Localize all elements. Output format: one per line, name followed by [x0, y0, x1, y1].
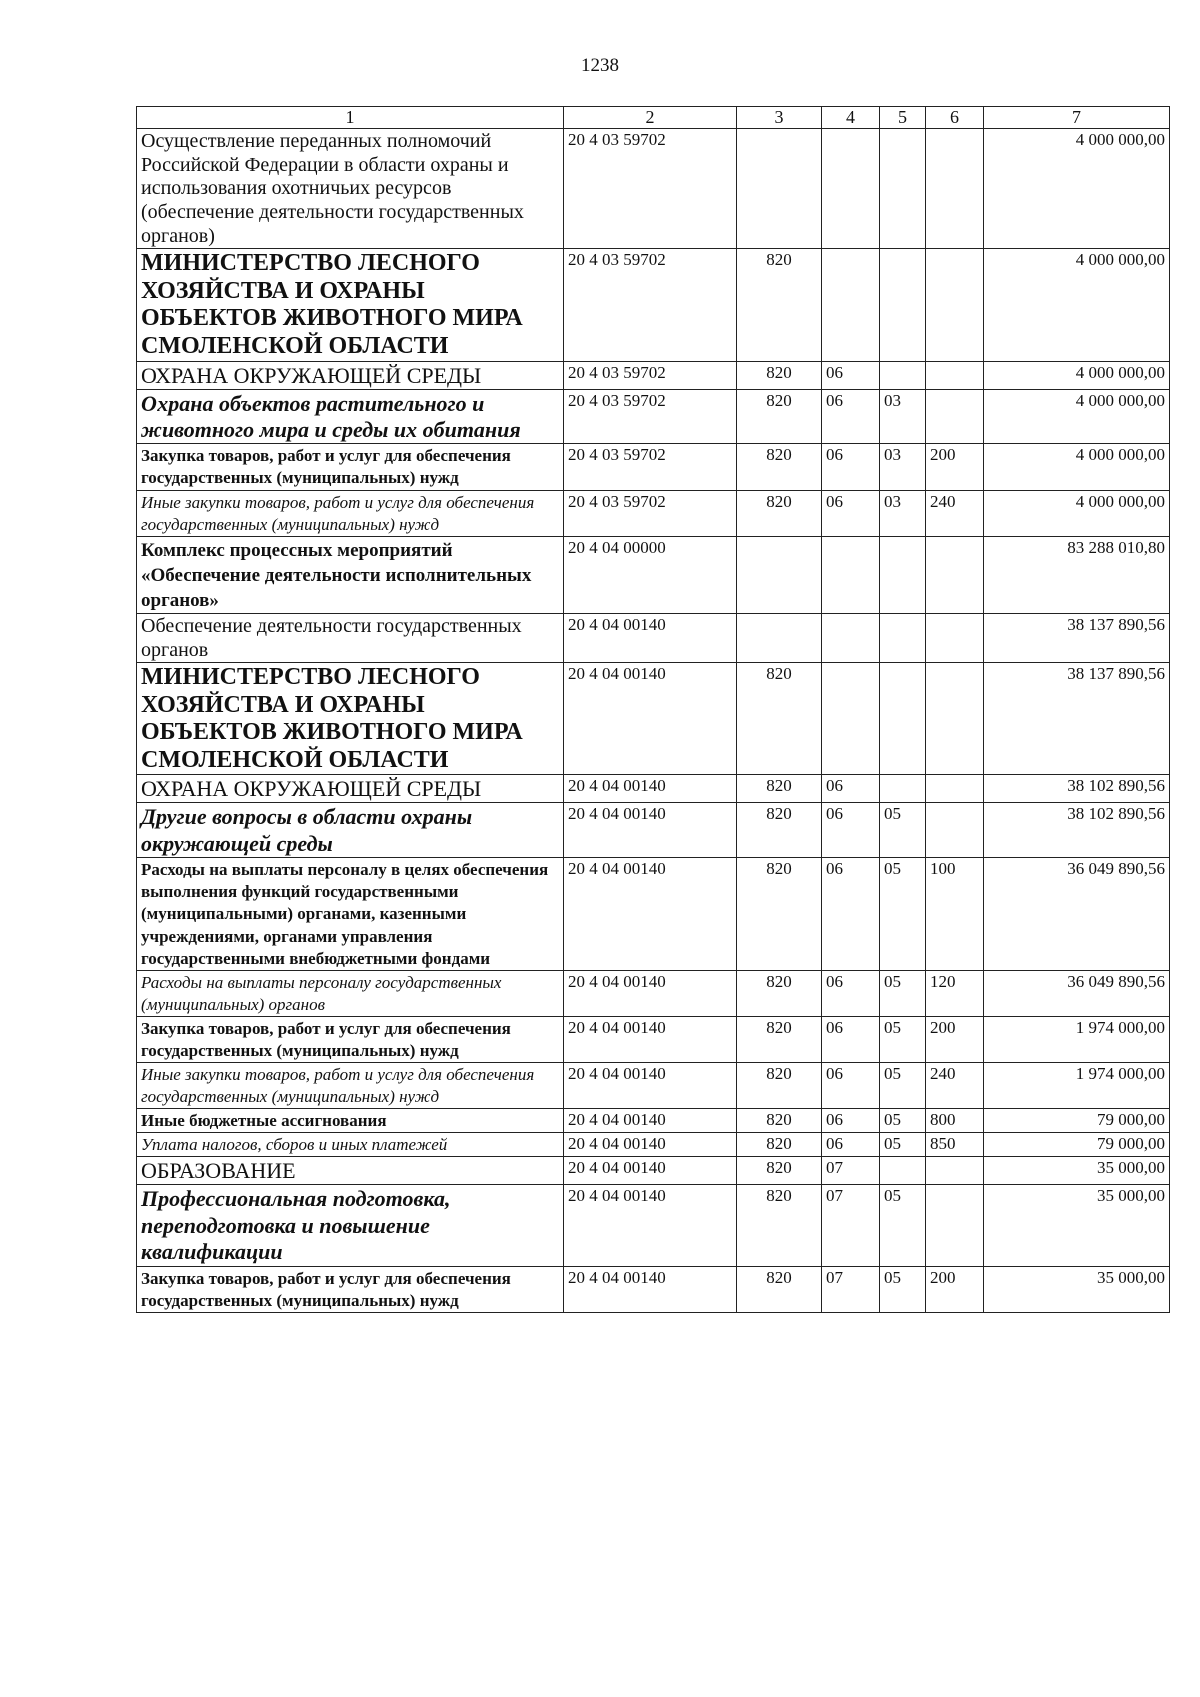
row-name-cell: Закупка товаров, работ и услуг для обеспечения государственных (муниципальных) нужд: [137, 1016, 564, 1062]
table-row: [137, 1266, 1170, 1312]
expense-type-code-cell: 800: [926, 1109, 984, 1133]
subsection-code-cell: [880, 663, 926, 775]
amount-cell: 4 000 000,00: [984, 444, 1170, 490]
section-code-cell: 06: [822, 1063, 880, 1109]
column-header: 6: [926, 107, 984, 129]
ministry-code-cell: [737, 129, 822, 249]
amount-cell: 79 000,00: [984, 1133, 1170, 1157]
table-row: [137, 1063, 1170, 1109]
table-row: [137, 129, 1170, 249]
expense-type-code-cell: [926, 1185, 984, 1266]
budget-table: [136, 106, 1170, 1313]
subsection-code-cell: [880, 249, 926, 361]
subsection-code-cell: 05: [880, 1109, 926, 1133]
row-name-cell: ОХРАНА ОКРУЖАЮЩЕЙ СРЕДЫ: [137, 361, 564, 389]
target-article-code-cell: 20 4 04 00140: [564, 775, 737, 803]
section-code-cell: 07: [822, 1185, 880, 1266]
amount-cell: 38 137 890,56: [984, 613, 1170, 662]
target-article-code-cell: 20 4 04 00140: [564, 803, 737, 858]
subsection-code-cell: [880, 775, 926, 803]
ministry-code-cell: [737, 613, 822, 662]
row-name-cell: Иные бюджетные ассигнования: [137, 1109, 564, 1133]
target-article-code-cell: 20 4 04 00140: [564, 613, 737, 662]
expense-type-code-cell: [926, 536, 984, 613]
table-row: [137, 970, 1170, 1016]
table-row: [137, 1109, 1170, 1133]
table-row: [137, 803, 1170, 858]
ministry-code-cell: 820: [737, 249, 822, 361]
table-row: [137, 490, 1170, 536]
row-name-cell: Расходы на выплаты персоналу государственных (муниципальных) органов: [137, 970, 564, 1016]
subsection-code-cell: 05: [880, 970, 926, 1016]
table-row: [137, 389, 1170, 444]
row-name-cell: Иные закупки товаров, работ и услуг для обеспечения государственных (муниципальных) нужд: [137, 1063, 564, 1109]
target-article-code-cell: 20 4 03 59702: [564, 444, 737, 490]
ministry-code-cell: 820: [737, 1133, 822, 1157]
target-article-code-cell: 20 4 03 59702: [564, 490, 737, 536]
table-row: [137, 775, 1170, 803]
ministry-code-cell: 820: [737, 1185, 822, 1266]
ministry-code-cell: 820: [737, 444, 822, 490]
section-code-cell: [822, 663, 880, 775]
ministry-code-cell: 820: [737, 389, 822, 444]
expense-type-code-cell: [926, 361, 984, 389]
expense-type-code-cell: [926, 663, 984, 775]
row-name-cell: МИНИСТЕРСТВО ЛЕСНОГО ХОЗЯЙСТВА И ОХРАНЫ ОБЪЕКТОВ ЖИВОТНОГО МИРА СМОЛЕНСКОЙ ОБЛАСТИ: [137, 663, 564, 775]
section-code-cell: 07: [822, 1266, 880, 1312]
amount-cell: 38 102 890,56: [984, 803, 1170, 858]
row-name-cell: Закупка товаров, работ и услуг для обеспечения государственных (муниципальных) нужд: [137, 1266, 564, 1312]
subsection-code-cell: 05: [880, 1133, 926, 1157]
row-name-cell: Осуществление переданных полномочий Российской Федерации в области охраны и использования охотничьих ресурсов (обеспечение деятельности государственных органов): [137, 129, 564, 249]
section-code-cell: 06: [822, 803, 880, 858]
table-row: [137, 444, 1170, 490]
target-article-code-cell: 20 4 04 00140: [564, 1109, 737, 1133]
table-row: [137, 361, 1170, 389]
subsection-code-cell: 03: [880, 490, 926, 536]
subsection-code-cell: 05: [880, 858, 926, 970]
ministry-code-cell: 820: [737, 858, 822, 970]
expense-type-code-cell: [926, 775, 984, 803]
section-code-cell: 06: [822, 389, 880, 444]
column-header: 7: [984, 107, 1170, 129]
section-code-cell: 06: [822, 1109, 880, 1133]
row-name-cell: Охрана объектов растительного и животного мира и среды их обитания: [137, 389, 564, 444]
expense-type-code-cell: [926, 1157, 984, 1185]
target-article-code-cell: 20 4 03 59702: [564, 129, 737, 249]
expense-type-code-cell: 200: [926, 1266, 984, 1312]
expense-type-code-cell: 240: [926, 1063, 984, 1109]
section-code-cell: 06: [822, 361, 880, 389]
section-code-cell: [822, 613, 880, 662]
expense-type-code-cell: 850: [926, 1133, 984, 1157]
amount-cell: 4 000 000,00: [984, 389, 1170, 444]
subsection-code-cell: 05: [880, 1266, 926, 1312]
table-row: [137, 663, 1170, 775]
section-code-cell: 06: [822, 444, 880, 490]
expense-type-code-cell: 100: [926, 858, 984, 970]
row-name-cell: Обеспечение деятельности государственных органов: [137, 613, 564, 662]
subsection-code-cell: 05: [880, 1016, 926, 1062]
amount-cell: 79 000,00: [984, 1109, 1170, 1133]
section-code-cell: [822, 129, 880, 249]
subsection-code-cell: 03: [880, 444, 926, 490]
amount-cell: 1 974 000,00: [984, 1063, 1170, 1109]
ministry-code-cell: 820: [737, 1157, 822, 1185]
subsection-code-cell: [880, 361, 926, 389]
amount-cell: 4 000 000,00: [984, 249, 1170, 361]
table-row: [137, 1133, 1170, 1157]
amount-cell: 4 000 000,00: [984, 129, 1170, 249]
expense-type-code-cell: [926, 129, 984, 249]
target-article-code-cell: 20 4 04 00140: [564, 970, 737, 1016]
subsection-code-cell: 05: [880, 1063, 926, 1109]
subsection-code-cell: [880, 129, 926, 249]
section-code-cell: [822, 249, 880, 361]
section-code-cell: 06: [822, 970, 880, 1016]
row-name-cell: Уплата налогов, сборов и иных платежей: [137, 1133, 564, 1157]
column-header: 1: [137, 107, 564, 129]
row-name-cell: Закупка товаров, работ и услуг для обеспечения государственных (муниципальных) нужд: [137, 444, 564, 490]
expense-type-code-cell: [926, 803, 984, 858]
row-name-cell: ОБРАЗОВАНИЕ: [137, 1157, 564, 1185]
amount-cell: 36 049 890,56: [984, 970, 1170, 1016]
subsection-code-cell: 05: [880, 803, 926, 858]
column-header: 4: [822, 107, 880, 129]
target-article-code-cell: 20 4 04 00140: [564, 1157, 737, 1185]
table-row: [137, 1185, 1170, 1266]
expense-type-code-cell: 240: [926, 490, 984, 536]
expense-type-code-cell: 120: [926, 970, 984, 1016]
amount-cell: 38 137 890,56: [984, 663, 1170, 775]
section-code-cell: 07: [822, 1157, 880, 1185]
row-name-cell: МИНИСТЕРСТВО ЛЕСНОГО ХОЗЯЙСТВА И ОХРАНЫ ОБЪЕКТОВ ЖИВОТНОГО МИРА СМОЛЕНСКОЙ ОБЛАСТИ: [137, 249, 564, 361]
target-article-code-cell: 20 4 04 00140: [564, 858, 737, 970]
row-name-cell: ОХРАНА ОКРУЖАЮЩЕЙ СРЕДЫ: [137, 775, 564, 803]
subsection-code-cell: [880, 536, 926, 613]
row-name-cell: Другие вопросы в области охраны окружающей среды: [137, 803, 564, 858]
target-article-code-cell: 20 4 04 00000: [564, 536, 737, 613]
subsection-code-cell: 05: [880, 1185, 926, 1266]
section-code-cell: 06: [822, 1133, 880, 1157]
ministry-code-cell: 820: [737, 970, 822, 1016]
amount-cell: 35 000,00: [984, 1157, 1170, 1185]
ministry-code-cell: 820: [737, 1063, 822, 1109]
subsection-code-cell: [880, 613, 926, 662]
expense-type-code-cell: 200: [926, 1016, 984, 1062]
column-header: 3: [737, 107, 822, 129]
table-row: [137, 613, 1170, 662]
row-name-cell: Расходы на выплаты персоналу в целях обеспечения выполнения функций государственными (муниципальными) органами, казенными учреждениями, органами управления государственными внебюджетными фондами: [137, 858, 564, 970]
ministry-code-cell: [737, 536, 822, 613]
page-number: 1238: [581, 55, 619, 76]
ministry-code-cell: 820: [737, 1109, 822, 1133]
amount-cell: 83 288 010,80: [984, 536, 1170, 613]
target-article-code-cell: 20 4 04 00140: [564, 1266, 737, 1312]
table-row: [137, 1157, 1170, 1185]
row-name-cell: Комплекс процессных мероприятий «Обеспечение деятельности исполнительных органов»: [137, 536, 564, 613]
table-row: [137, 1016, 1170, 1062]
amount-cell: 38 102 890,56: [984, 775, 1170, 803]
ministry-code-cell: 820: [737, 663, 822, 775]
ministry-code-cell: 820: [737, 361, 822, 389]
amount-cell: 4 000 000,00: [984, 361, 1170, 389]
target-article-code-cell: 20 4 04 00140: [564, 1185, 737, 1266]
expense-type-code-cell: [926, 249, 984, 361]
ministry-code-cell: 820: [737, 803, 822, 858]
section-code-cell: 06: [822, 775, 880, 803]
row-name-cell: Профессиональная подготовка, переподготовка и повышение квалификации: [137, 1185, 564, 1266]
section-code-cell: 06: [822, 1016, 880, 1062]
column-header: 2: [564, 107, 737, 129]
row-name-cell: Иные закупки товаров, работ и услуг для обеспечения государственных (муниципальных) нужд: [137, 490, 564, 536]
ministry-code-cell: 820: [737, 1266, 822, 1312]
target-article-code-cell: 20 4 04 00140: [564, 1063, 737, 1109]
subsection-code-cell: 03: [880, 389, 926, 444]
table-row: [137, 249, 1170, 361]
target-article-code-cell: 20 4 04 00140: [564, 1133, 737, 1157]
ministry-code-cell: 820: [737, 490, 822, 536]
target-article-code-cell: 20 4 04 00140: [564, 663, 737, 775]
expense-type-code-cell: [926, 389, 984, 444]
target-article-code-cell: 20 4 03 59702: [564, 389, 737, 444]
section-code-cell: 06: [822, 490, 880, 536]
expense-type-code-cell: [926, 613, 984, 662]
section-code-cell: 06: [822, 858, 880, 970]
amount-cell: 35 000,00: [984, 1266, 1170, 1312]
column-header: 5: [880, 107, 926, 129]
amount-cell: 36 049 890,56: [984, 858, 1170, 970]
amount-cell: 35 000,00: [984, 1185, 1170, 1266]
amount-cell: 4 000 000,00: [984, 490, 1170, 536]
target-article-code-cell: 20 4 04 00140: [564, 1016, 737, 1062]
amount-cell: 1 974 000,00: [984, 1016, 1170, 1062]
ministry-code-cell: 820: [737, 775, 822, 803]
subsection-code-cell: [880, 1157, 926, 1185]
expense-type-code-cell: 200: [926, 444, 984, 490]
target-article-code-cell: 20 4 03 59702: [564, 249, 737, 361]
table-row: [137, 536, 1170, 613]
table-row: [137, 858, 1170, 970]
ministry-code-cell: 820: [737, 1016, 822, 1062]
target-article-code-cell: 20 4 03 59702: [564, 361, 737, 389]
table-header-row: [137, 107, 1170, 129]
section-code-cell: [822, 536, 880, 613]
